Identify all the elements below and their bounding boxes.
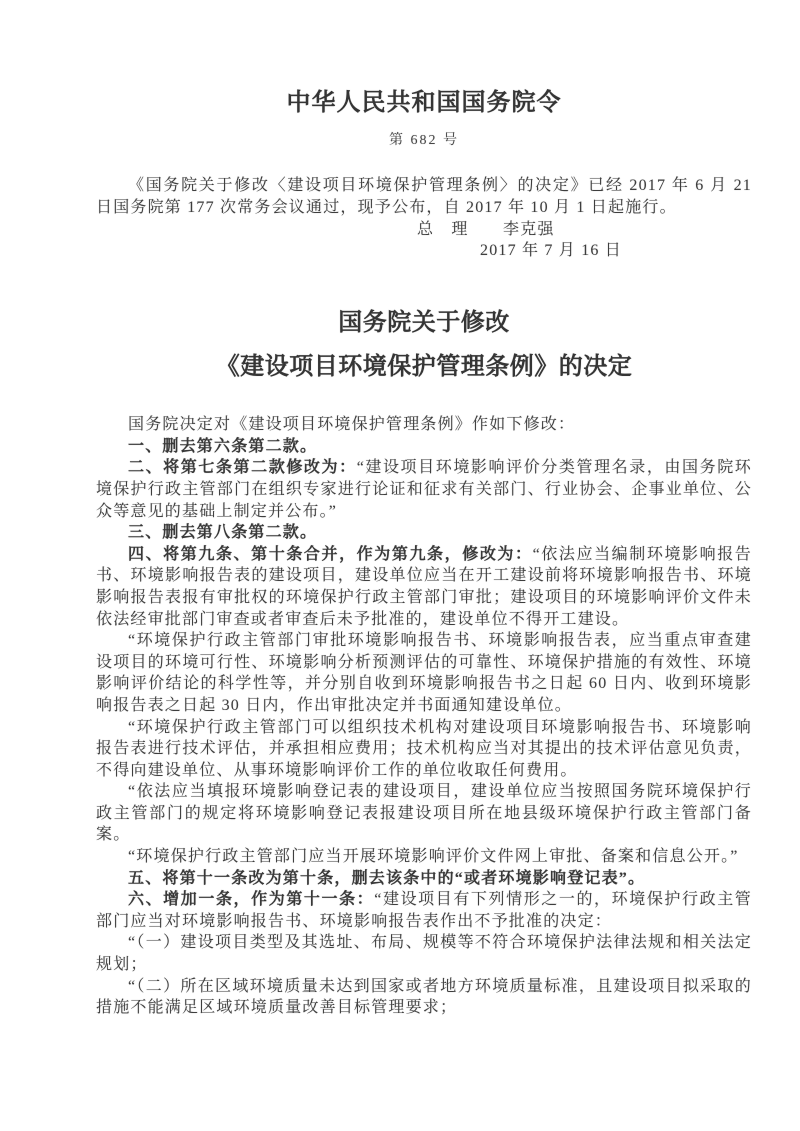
amendment-directive-text: 三、删去第八条第二款。 <box>128 524 318 542</box>
provision-text: “建设项目有下列情形之一的，环境保护行政主管部门应当对环境影响报告书、环境影响报告表作出不予批准的决定： <box>96 891 752 930</box>
body-paragraph <box>96 522 752 544</box>
decree-title: 中华人民共和国国务院令 <box>286 90 562 116</box>
provision-text: “依法应当编制环境影响报告书、环境影响报告表的建设项目，建设单位应当在开工建设前将环境影响报告书、环境影响报告表报有审批权的环境保护行政主管部门审批；建设项目的环境影响评价文件未依法经审批部门审查或者审查后未予批准的，建设单位不得开工建设。 <box>96 545 753 628</box>
decree-number: 第 682 号 <box>389 133 459 148</box>
body-paragraph <box>96 932 752 975</box>
amendment-directive-text: 六、增加一条，作为第十一条： <box>128 891 375 909</box>
body-paragraph <box>96 846 752 868</box>
decree-intro-paragraph: 《国务院关于修改〈建设项目环境保护管理条例〉的决定》已经 2017 年 6 月 21 日国务院第 177 次常务会议通过，现予公布，自 2017 年 10 月 1 日起施行。 <box>96 177 752 216</box>
decision-title-line2: 《建设项目环境保护管理条例》的决定 <box>215 354 633 381</box>
provision-text: “建设项目环境影响评价分类管理名录，由国务院环境保护行政主管部门在组织专家进行论证和征求有关部门、行业协会、企事业单位、公众等意见的基础上制定并公布。” <box>96 459 752 520</box>
provision-text: “环境保护行政主管部门可以组织技术机构对建设项目环境影响报告书、环境影响报告表进行技术评估，并承担相应费用；技术机构应当对其提出的技术评估意见负责，不得向建设单位、从事环境影响评价工作的单位收取任何费用。 <box>96 718 752 779</box>
amendment-directive-text: 二、将第七条第二款修改为： <box>128 459 357 477</box>
decision-document <box>96 308 752 1019</box>
signature-date: 2017 年 7 月 16 日 <box>480 242 623 260</box>
body-paragraph <box>96 630 752 716</box>
provision-text: “（二）所在区域环境质量未达到国家或者地方环境质量标准，且建设项目拟采取的措施不能满足区域环境质量改善目标管理要求； <box>96 977 752 1017</box>
body-paragraph <box>96 414 752 436</box>
body-paragraph <box>96 889 752 932</box>
body-paragraph <box>96 436 752 458</box>
amendment-directive-text: 四、将第九条、第十条合并，作为第九条，修改为： <box>128 545 533 563</box>
decree-header <box>96 88 752 262</box>
amendment-directive-text: 五、将第十一条改为第十条，删去该条中的“或者环境影响登记表”。 <box>128 869 646 887</box>
signature-line: 总 理 李克强 <box>417 220 555 238</box>
provision-text: “环境保护行政主管部门应当开展环境影响评价文件网上审批、备案和信息公开。” <box>128 848 739 866</box>
provision-text: “环境保护行政主管部门审批环境影响报告书、环境影响报告表，应当重点审查建设项目的环境可行性、环境影响分析预测评估的可靠性、环境保护措施的有效性、环境影响评价结论的科学性等，并分别自收到环境影响报告书之日起 60 日内、收到环境影响报告表之日起 30 日内，作出审批决定并书面通知建设单位。 <box>96 632 752 714</box>
provision-text: “依法应当填报环境影响登记表的建设项目，建设单位应当按照国务院环境保护行政主管部门的规定将环境影响登记表报建设项目所在地县级环境保护行政主管部门备案。 <box>96 783 752 844</box>
provision-text: 国务院决定对《建设项目环境保护管理条例》作如下修改： <box>128 416 576 434</box>
body-paragraph <box>96 976 752 1019</box>
decree-intro-block <box>96 175 752 262</box>
body-paragraph <box>96 868 752 890</box>
provision-text: “（一）建设项目类型及其选址、布局、规模等不符合环境保护法律法规和相关法定规划； <box>96 934 752 974</box>
body-paragraph <box>96 457 752 522</box>
body-paragraph <box>96 544 752 630</box>
decision-body <box>96 414 752 1019</box>
body-paragraph <box>96 781 752 846</box>
decision-title-line1: 国务院关于修改 <box>338 310 510 337</box>
amendment-directive-text: 一、删去第六条第二款。 <box>128 437 318 455</box>
body-paragraph <box>96 717 752 782</box>
